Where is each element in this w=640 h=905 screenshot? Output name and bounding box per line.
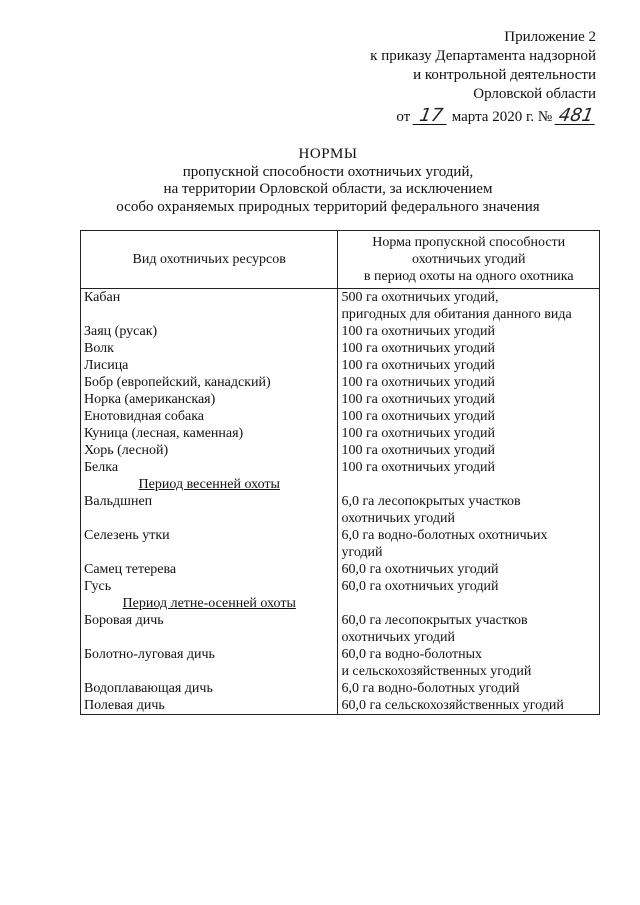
period-cell (81, 595, 338, 612)
species-cell: Полевая дичь (81, 697, 338, 715)
norm-line: угодий (341, 545, 383, 560)
norm-line: охотничьих угодий (341, 511, 455, 526)
table-row (81, 425, 600, 442)
table-row (81, 612, 600, 646)
norm-line: 100 га охотничьих угодий (341, 460, 495, 475)
norm-line: 60,0 га сельскохозяйственных угодий (341, 698, 564, 713)
norm-line: охотничьих угодий (341, 630, 455, 645)
norm-line: 100 га охотничьих угодий (341, 358, 495, 373)
norm-cell (338, 646, 600, 680)
norm-cell (338, 323, 600, 340)
norm-line: 60,0 га водно-болотных (341, 647, 483, 662)
norms-table-body (81, 289, 600, 715)
norm-cell (338, 425, 600, 442)
table-row (81, 578, 600, 595)
table-row (81, 697, 600, 715)
table-row (81, 323, 600, 340)
species-cell: Водоплавающая дичь (81, 680, 338, 697)
norm-cell (338, 697, 600, 715)
norm-cell (338, 357, 600, 374)
norm-line: 100 га охотничьих угодий (341, 341, 495, 356)
appendix-line: и контрольной деятельности (413, 67, 596, 83)
header-species: Вид охотничьих ресурсов (81, 231, 338, 289)
period-row (81, 476, 600, 493)
norm-line: 60,0 га охотничьих угодий (341, 562, 499, 577)
table-row (81, 391, 600, 408)
norm-cell (338, 408, 600, 425)
table-row (81, 442, 600, 459)
table-row (81, 459, 600, 476)
norm-cell (338, 578, 600, 595)
title-heading: НОРМЫ (298, 146, 358, 162)
species-cell: Боровая дичь (81, 612, 338, 646)
norm-cell (338, 527, 600, 561)
norm-line: 60,0 га лесопокрытых участков (341, 613, 528, 628)
species-cell: Заяц (русак) (81, 323, 338, 340)
species-cell: Норка (американская) (81, 391, 338, 408)
norm-line: 100 га охотничьих угодий (341, 426, 495, 441)
period-row (81, 595, 600, 612)
norm-cell (338, 561, 600, 578)
table-row (81, 289, 600, 324)
norm-line: 6,0 га водно-болотных угодий (341, 681, 520, 696)
table-header-row (81, 231, 600, 289)
title-line: особо охраняемых природных территорий федерального значения (116, 198, 540, 215)
norm-line: 100 га охотничьих угодий (341, 324, 495, 339)
species-cell: Лисица (81, 357, 338, 374)
norm-cell (338, 493, 600, 527)
order-day-handwritten: 17 (412, 108, 449, 125)
order-number-handwritten: 481 (555, 108, 598, 125)
species-cell: Енотовидная собака (81, 408, 338, 425)
species-cell: Белка (81, 459, 338, 476)
norm-cell (338, 289, 600, 324)
norm-cell (338, 374, 600, 391)
species-cell: Бобр (европейский, канадский) (81, 374, 338, 391)
order-prefix: от (396, 109, 411, 125)
norm-line: 100 га охотничьих угодий (341, 443, 495, 458)
table-row (81, 646, 600, 680)
norm-line: 100 га охотничьих угодий (341, 375, 495, 390)
period-empty-cell (338, 595, 600, 612)
header-norm-line: Норма пропускной способности (372, 235, 566, 250)
species-cell: Гусь (81, 578, 338, 595)
norm-line: и сельскохозяйственных угодий (341, 664, 532, 679)
title-line: пропускной способности охотничьих угодий, (182, 163, 474, 180)
species-cell: Вальдшнеп (81, 493, 338, 527)
table-row (81, 374, 600, 391)
period-label: Период весенней охоты (138, 477, 280, 492)
appendix-line: Орловской области (473, 86, 596, 102)
norm-cell (338, 459, 600, 476)
norm-cell (338, 340, 600, 357)
species-cell: Самец тетерева (81, 561, 338, 578)
table-row (81, 357, 600, 374)
species-cell: Волк (81, 340, 338, 357)
table-row (81, 493, 600, 527)
norm-line: 6,0 га водно-болотных охотничьих (341, 528, 548, 543)
appendix-line: к приказу Департамента надзорной (370, 48, 596, 64)
species-cell: Хорь (лесной) (81, 442, 338, 459)
period-label: Период летне-осенней охоты (122, 596, 296, 611)
norm-cell (338, 612, 600, 646)
norm-cell (338, 680, 600, 697)
table-row (81, 408, 600, 425)
norm-line: пригодных для обитания данного вида (341, 307, 572, 322)
appendix-header (370, 28, 596, 104)
norm-line: 100 га охотничьих угодий (341, 409, 495, 424)
order-reference (396, 105, 596, 127)
period-cell (81, 476, 338, 493)
norm-line: 6,0 га лесопокрытых участков (341, 494, 521, 509)
norms-table (80, 230, 600, 715)
species-cell: Кабан (81, 289, 338, 324)
order-month-year: марта 2020 г. № (451, 109, 553, 125)
table-row (81, 527, 600, 561)
norm-line: 500 га охотничьих угодий, (341, 290, 499, 305)
period-empty-cell (338, 476, 600, 493)
table-row (81, 340, 600, 357)
document-title (60, 146, 596, 216)
norm-line: 100 га охотничьих угодий (341, 392, 495, 407)
title-line: на территории Орловской области, за исключением (163, 181, 493, 197)
species-cell: Селезень утки (81, 527, 338, 561)
header-norm-line: в период охоты на одного охотника (363, 269, 574, 284)
species-cell: Куница (лесная, каменная) (81, 425, 338, 442)
species-cell: Болотно-луговая дичь (81, 646, 338, 680)
header-norm (338, 231, 600, 289)
norm-cell (338, 391, 600, 408)
header-norm-line: охотничьих угодий (411, 252, 526, 267)
norm-line: 60,0 га охотничьих угодий (341, 579, 499, 594)
appendix-line: Приложение 2 (504, 29, 596, 45)
norm-cell (338, 442, 600, 459)
table-row (81, 680, 600, 697)
table-row (81, 561, 600, 578)
